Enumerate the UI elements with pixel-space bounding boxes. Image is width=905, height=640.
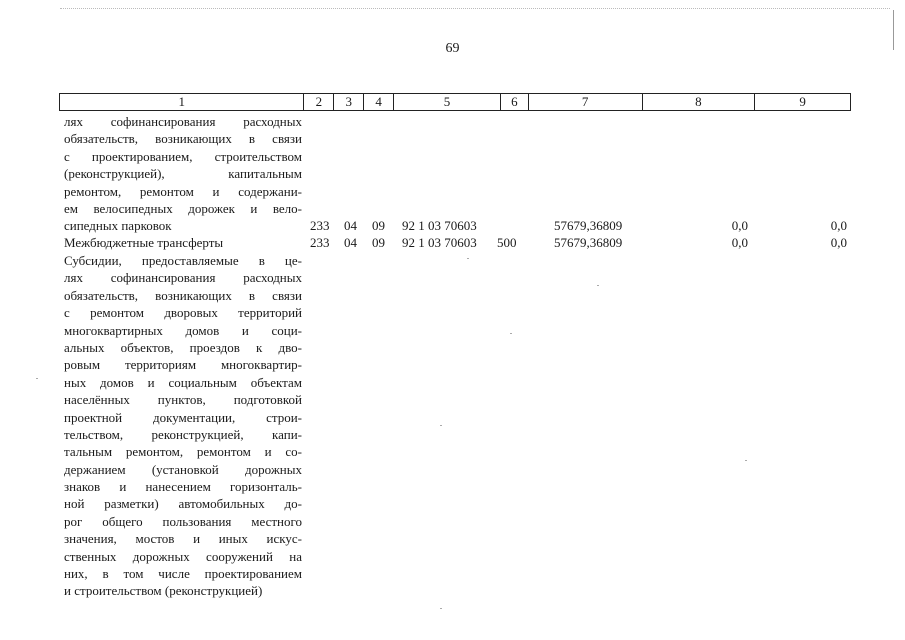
desc-line: сипедных парковок	[64, 218, 172, 234]
table-header	[59, 93, 851, 111]
scan-speck	[510, 333, 512, 334]
page-number: 69	[445, 41, 460, 56]
desc-line: обязательств, возникающих в связи	[64, 131, 302, 147]
scan-speck	[36, 378, 38, 379]
desc-line: альных объектов, проездов к дво-	[64, 339, 302, 355]
desc-line: лях софинансирования расходных	[64, 270, 302, 286]
desc-line: них, в том числе проектированием	[64, 566, 302, 582]
cell-amount-2: 0,0	[731, 235, 748, 250]
desc-line: проектной документации, строи-	[64, 409, 302, 425]
desc-line: рог общего пользования местного	[64, 513, 302, 529]
row-description-block-2	[64, 252, 302, 600]
desc-line: ной разметки) автомобильных до-	[64, 496, 302, 512]
header-col-2: 2	[304, 94, 334, 110]
cell-target-article: 92 1 03 70603	[402, 218, 477, 233]
cell-target-article: 92 1 03 70603	[402, 235, 477, 250]
desc-line: с ремонтом дворовых территорий	[64, 305, 302, 321]
cell-amount-3: 0,0	[830, 218, 847, 233]
cell-section: 04	[344, 235, 357, 250]
cell-amount-2: 0,0	[731, 218, 748, 233]
header-col-5: 5	[394, 94, 501, 110]
header-col-1: 1	[60, 94, 304, 110]
desc-line: многоквартирных домов и соци-	[64, 322, 302, 338]
desc-line: населённых пунктов, подготовкой	[64, 392, 302, 408]
header-col-8: 8	[643, 94, 756, 110]
desc-line: ровым территориям многоквартир-	[64, 357, 302, 373]
desc-line: (реконструкцией), капитальным	[64, 166, 302, 182]
header-col-7: 7	[529, 94, 643, 110]
cell-description: Межбюджетные трансферты	[64, 235, 224, 250]
cell-expense-type: 500	[497, 235, 517, 250]
header-col-4: 4	[364, 94, 394, 110]
desc-line: знаков и нанесением горизонталь-	[64, 479, 302, 495]
cell-amount-1: 57679,36809	[554, 235, 623, 250]
desc-line: ных домов и социальным объектам	[64, 374, 302, 390]
desc-line: и строительством (реконструкцией)	[64, 583, 263, 599]
scan-speck	[467, 258, 469, 259]
cell-amount-3: 0,0	[830, 235, 847, 250]
scan-speck	[745, 460, 747, 461]
cell-subsection: 09	[372, 235, 385, 250]
desc-line: держанием (установкой дорожных	[64, 461, 302, 477]
desc-line: с проектированием, строительством	[64, 148, 302, 164]
desc-line: значения, мостов и иных искус-	[64, 531, 302, 547]
desc-line: ремонтом, ремонтом и содержани-	[64, 183, 302, 199]
desc-line: ем велосипедных дорожек и вело-	[64, 200, 302, 216]
desc-line: лях софинансирования расходных	[64, 114, 302, 129]
row-description-block-1	[64, 113, 302, 235]
scan-speck	[440, 608, 442, 609]
cell-chapter: 233	[310, 218, 330, 233]
cell-amount-1: 57679,36809	[554, 218, 623, 233]
desc-line: тельством, реконструкцией, капи-	[64, 426, 302, 442]
header-col-3: 3	[334, 94, 364, 110]
desc-line: тальным ремонтом, ремонтом и со-	[64, 444, 302, 460]
cell-chapter: 233	[310, 235, 330, 250]
desc-line: Субсидии, предоставляемые в це-	[64, 253, 302, 268]
header-col-6: 6	[501, 94, 529, 110]
cell-subsection: 09	[372, 218, 385, 233]
cell-section: 04	[344, 218, 357, 233]
scan-speck	[597, 285, 599, 286]
scan-speck	[440, 425, 442, 426]
desc-line: обязательств, возникающих в связи	[64, 287, 302, 303]
desc-line: ственных дорожных сооружений на	[64, 548, 302, 564]
header-col-9: 9	[799, 94, 806, 109]
scan-top-edge	[60, 8, 890, 9]
